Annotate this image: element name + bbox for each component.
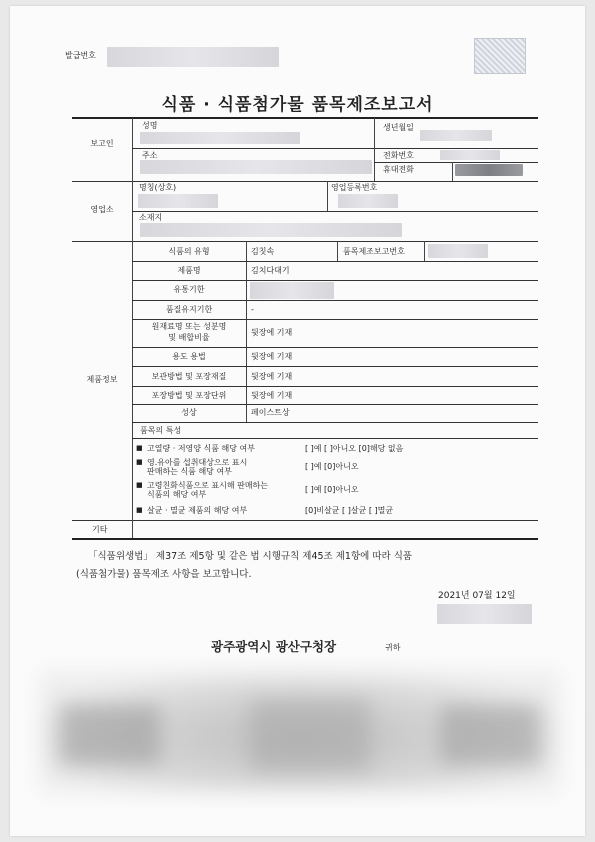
birth-label: 생년월일	[383, 123, 414, 132]
expiry-label: 유통기한	[173, 285, 205, 294]
issue-no-label: 발급번호	[65, 51, 96, 60]
product-name-label: 제품명	[177, 266, 201, 275]
feature-bullet: ■	[136, 444, 143, 452]
features-label: 품목의 특성	[140, 426, 182, 435]
product-name-value: 김치다대기	[251, 266, 290, 275]
feature-value: [ ]예 [ ]아니오 [0]해당 없음	[305, 444, 404, 453]
feature-label-1: 영.유아를 섭취대상으로 표시	[147, 458, 248, 467]
packing-value: 뒷장에 기재	[251, 391, 293, 400]
usage-value: 뒷장에 기재	[251, 352, 293, 361]
company-label: 명칭(상호)	[139, 183, 177, 192]
location-label: 소재지	[139, 213, 163, 222]
storage-label: 보관방법 및 포장재질	[151, 372, 227, 381]
signature-redacted	[437, 604, 532, 624]
shape-label: 성상	[181, 408, 197, 417]
feature-value: [ ]예 [0]아니오	[305, 485, 359, 494]
feature-label-2: 식품의 해당 여부	[147, 490, 207, 499]
recipient-suffix: 귀하	[385, 643, 401, 652]
feature-value: [0]비살균 [ ]살균 [ ]멸균	[305, 506, 394, 515]
feature-label-2: 판매하는 식품 해당 여부	[147, 467, 232, 476]
statement-line-2: (식품첨가물) 품목제조 사항을 보고합니다.	[76, 569, 252, 580]
ingredients-label-2: 및 배합비율	[168, 333, 210, 342]
storage-value: 뒷장에 기재	[251, 372, 293, 381]
name-label: 성명	[142, 121, 158, 130]
type-value: 김칫속	[251, 247, 275, 256]
business-section-label: 영업소	[90, 205, 114, 214]
packing-label: 포장방법 및 포장단위	[151, 391, 227, 400]
ingredients-label-1: 원재료명 또는 성분명	[151, 322, 227, 331]
usage-label: 용도 용법	[172, 352, 206, 361]
type-label: 식품의 유형	[168, 247, 210, 256]
date: 2021년 07월 12일	[438, 591, 516, 601]
document-title: 식품 · 식품첨가물 품목제조보고서	[161, 95, 434, 115]
quality-value: -	[251, 305, 254, 314]
reg-no-label: 영업등록번호	[331, 183, 378, 192]
feature-label-1: 고령친화식품으로 표시해 판매하는	[147, 481, 269, 490]
shape-value: 페이스트상	[251, 408, 290, 417]
feature-bullet: ■	[136, 481, 143, 489]
report-no-label: 품목제조보고번호	[343, 247, 405, 256]
reporter-section-label: 보고인	[90, 139, 114, 148]
feature-label: 살균 · 멸균 제품의 해당 여부	[147, 506, 248, 515]
feature-bullet: ■	[136, 506, 143, 514]
feature-bullet: ■	[136, 458, 143, 466]
address-label: 주소	[142, 151, 158, 160]
feature-value: [ ]예 [0]아니오	[305, 462, 359, 471]
quality-label: 품질유지기한	[165, 305, 213, 314]
phone-label: 전화번호	[383, 151, 414, 160]
issue-no-redacted	[107, 47, 279, 67]
ingredients-value: 뒷장에 기재	[251, 328, 293, 337]
stamp-mark	[474, 38, 526, 74]
statement-line-1: 「식품위생법」 제37조 제5항 및 같은 법 시행규칙 제45조 제1항에 따라 식품	[88, 551, 413, 562]
feature-label: 고열량 · 저영양 식품 해당 여부	[147, 444, 255, 453]
other-label: 기타	[92, 525, 108, 534]
recipient: 광주광역시 광산구청장	[211, 639, 337, 654]
top-rule	[72, 117, 538, 119]
product-section-label: 제품정보	[86, 375, 118, 384]
mobile-label: 휴대전화	[383, 165, 414, 174]
